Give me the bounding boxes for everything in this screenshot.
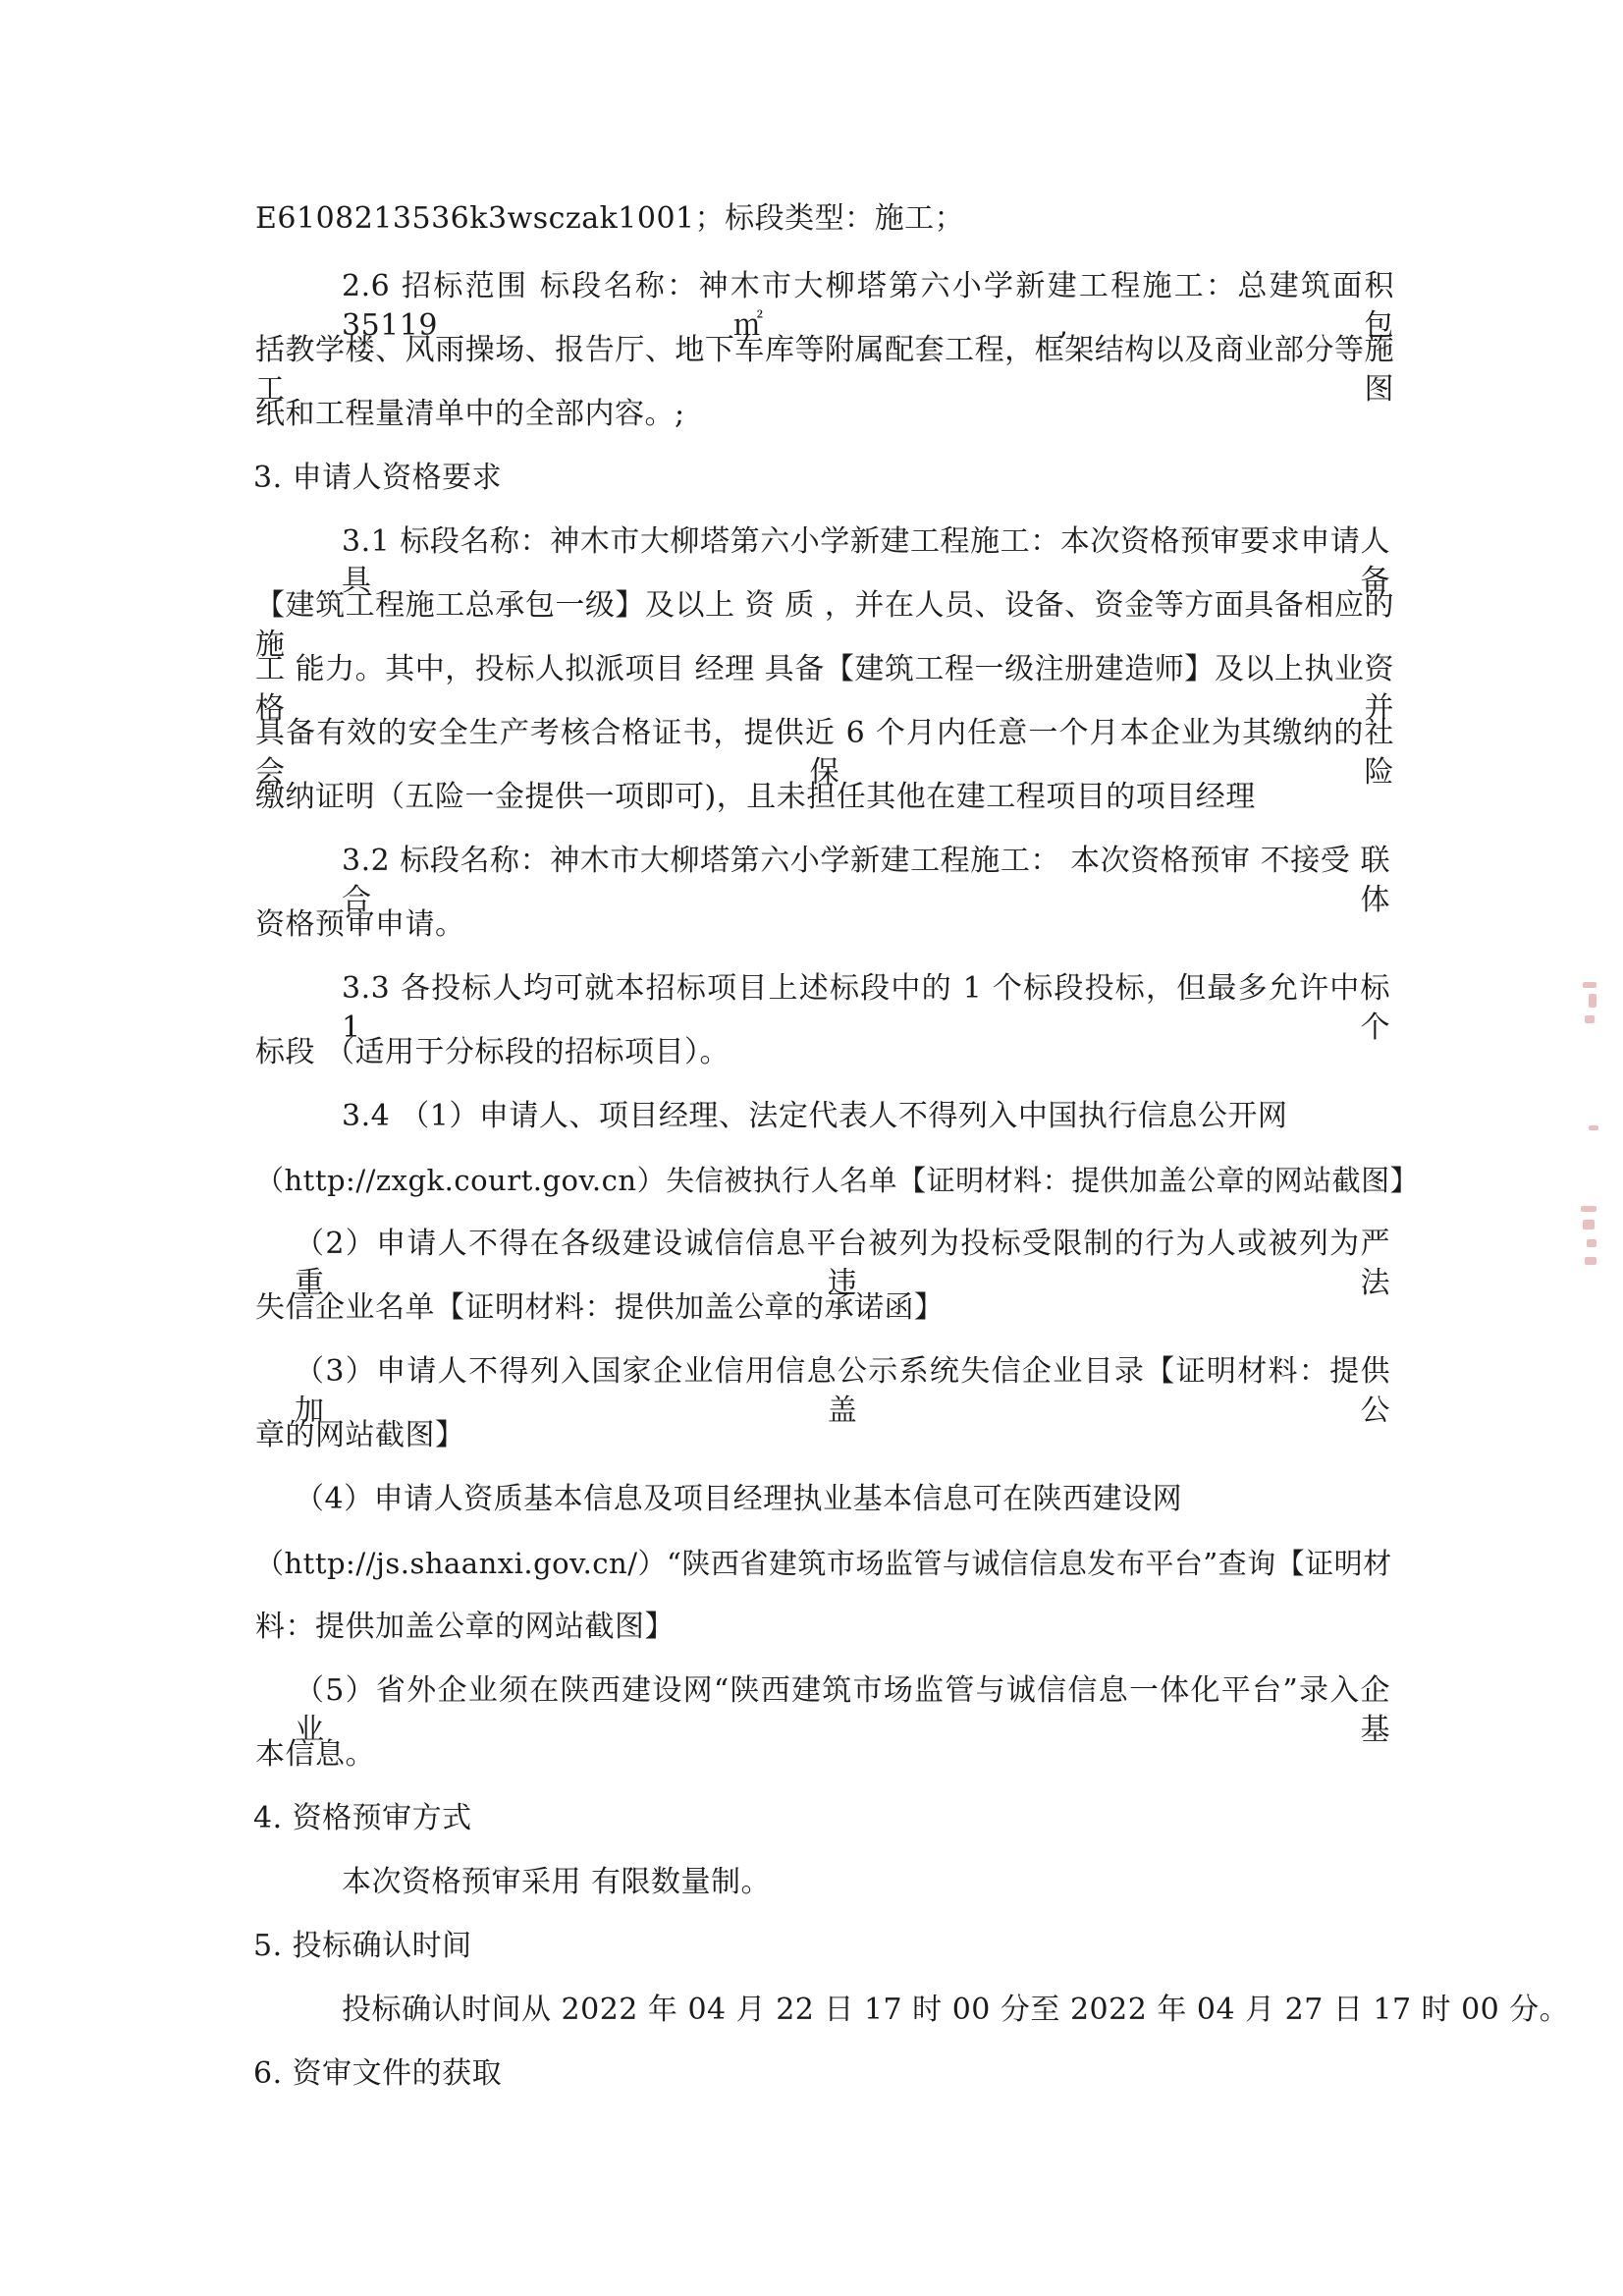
section-heading: 4. 资格预审方式 — [253, 1801, 472, 1835]
paragraph-line: 章的网站截图】 — [255, 1418, 465, 1452]
seal-mark — [1585, 1015, 1595, 1023]
paragraph-line: 本次资格预审采用 有限数量制。 — [342, 1865, 772, 1899]
paragraph-line: 本信息。 — [255, 1737, 375, 1772]
section-heading: 3. 申请人资格要求 — [253, 461, 503, 495]
paragraph-line: 3.2 标段名称：神木市大柳塔第六小学新建工程施工： 本次资格预审 不接受 联合体 — [342, 844, 1390, 917]
section-code-line: E6108213536k3wsczak1001；标段类型：施工； — [255, 201, 965, 236]
paragraph-line: 3.4 （1）申请人、项目经理、法定代表人不得列入中国执行信息公开网 — [342, 1099, 1288, 1133]
paragraph-line: （4）申请人资质基本信息及项目经理执业基本信息可在陕西建设网 — [295, 1482, 1183, 1516]
paragraph-line: （5）省外企业须在陕西建设网“陕西建筑市场监管与诚信信息一体化平台”录入企业基 — [295, 1673, 1390, 1747]
paragraph-line: 投标确认时间从 2022 年 04 月 22 日 17 时 00 分至 2022 年 04 月 27 日 17 时 00 分。 — [342, 1993, 1570, 2027]
paragraph-line: 失信企业名单【证明材料：提供加盖公章的承诺函】 — [255, 1290, 945, 1325]
seal-mark — [1583, 982, 1596, 988]
paragraph-line: 具备有效的安全生产考核合格证书，提供近 6 个月内任意一个月本企业为其缴纳的社会保险 — [255, 716, 1394, 790]
paragraph-line: 3.1 标段名称：神木市大柳塔第六小学新建工程施工：本次资格预审要求申请人具备 — [342, 524, 1390, 598]
seal-mark — [1589, 994, 1596, 1008]
paragraph-line: （3）申请人不得列入国家企业信用信息公示系统失信企业目录【证明材料：提供加盖公 — [295, 1354, 1390, 1428]
paragraph-line: 缴纳证明（五险一金提供一项即可)，且未担任其他在建工程项目的项目经理 — [255, 780, 1256, 814]
seal-mark — [1581, 1206, 1596, 1212]
seal-mark — [1583, 1220, 1595, 1230]
seal-mark — [1589, 1125, 1598, 1130]
paragraph-line: 纸和工程量清单中的全部内容。; — [255, 397, 685, 431]
paragraph-line: 2.6 招标范围 标段名称：神木市大柳塔第六小学新建工程施工：总建筑面积 35119㎡,包 — [342, 269, 1394, 343]
seal-mark — [1587, 1239, 1596, 1247]
paragraph-line: 工 能力。其中，投标人拟派项目 经理 具备【建筑工程一级注册建造师】及以上执业资格并 — [255, 652, 1394, 726]
paragraph-line: （2）申请人不得在各级建设诚信信息平台被列为投标受限制的行为人或被列为严重违法 — [295, 1227, 1390, 1300]
paragraph-line: 括教学楼、风雨操场、报告厅、地下车库等附属配套工程，框架结构以及商业部分等施工图 — [255, 333, 1394, 407]
section-heading: 6. 资审文件的获取 — [253, 2056, 503, 2091]
section-heading: 5. 投标确认时间 — [253, 1929, 472, 1963]
paragraph-line: 料：提供加盖公章的网站截图】 — [255, 1610, 675, 1644]
paragraph-line: （http://zxgk.court.gov.cn）失信被执行人名单【证明材料：提供加盖公章的网站截图】 — [255, 1164, 1420, 1197]
paragraph-line: 资格预审申请。 — [255, 907, 465, 942]
paragraph-line: 【建筑工程施工总承包一级】及以上 资 质 ，并在人员、设备、资金等方面具备相应的 施 — [255, 588, 1394, 662]
paragraph-line: 标段 （适用于分标段的招标项目）。 — [255, 1035, 730, 1069]
seal-mark — [1585, 1257, 1596, 1265]
paragraph-line: 3.3 各投标人均可就本招标项目上述标段中的 1 个标段投标，但最多允许中标 1 个 — [342, 971, 1390, 1045]
paragraph-line: （http://js.shaanxi.gov.cn/）“陕西省建筑市场监管与诚信信息发布平台”查询【证明材 — [255, 1547, 1392, 1580]
